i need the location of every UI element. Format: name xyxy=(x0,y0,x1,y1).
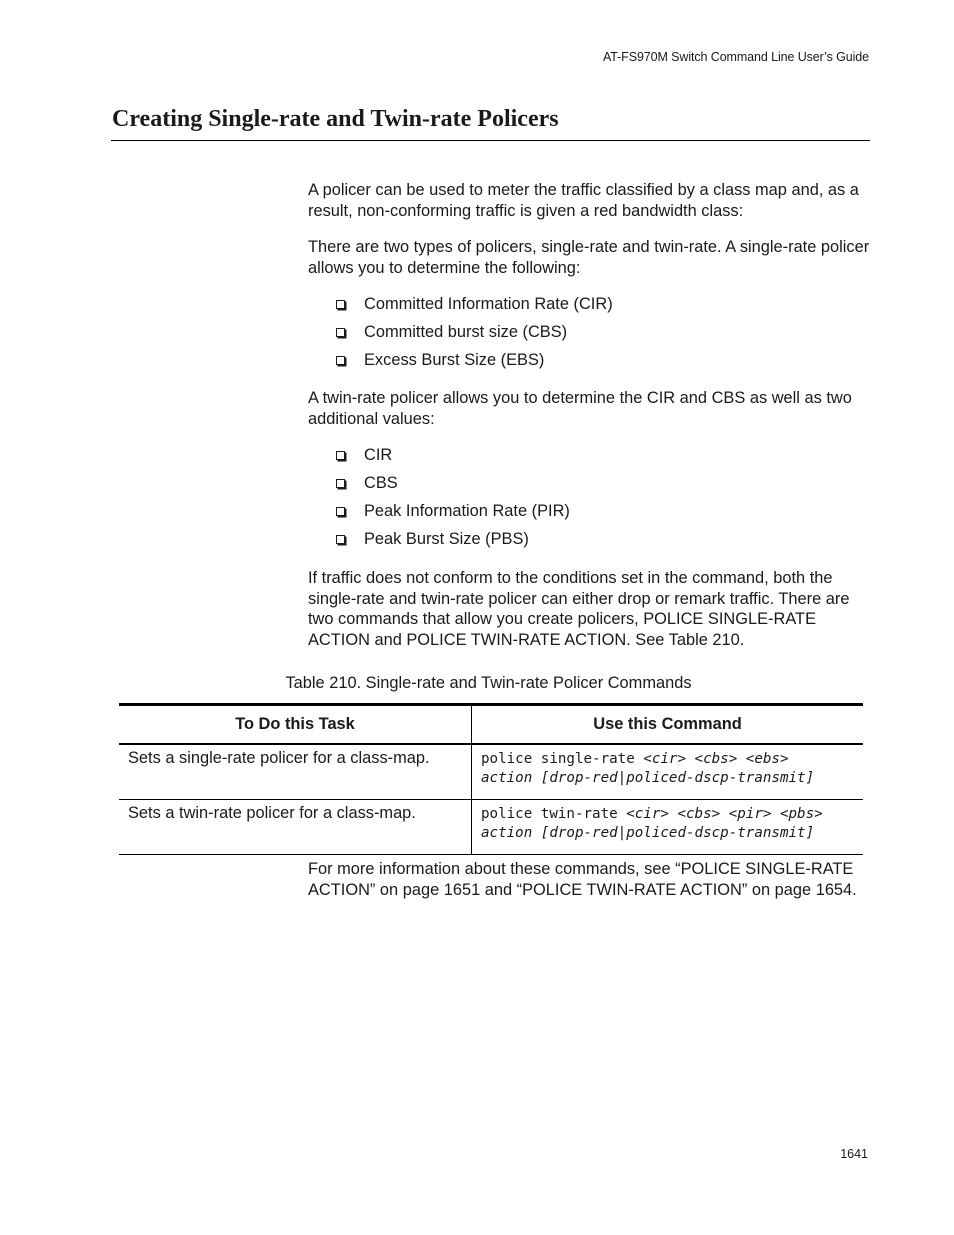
table-header-row xyxy=(119,705,863,745)
list-item xyxy=(336,473,570,501)
list-item-label: Committed burst size (CBS) xyxy=(364,323,568,341)
command-line-2 xyxy=(481,824,854,843)
command-line-2 xyxy=(481,769,854,788)
column-header-command: Use this Command xyxy=(472,705,864,745)
twin-rate-paragraph: A twin-rate policer allows you to determine the CIR and CBS as well as two additional values: xyxy=(308,389,852,428)
command-keyword: police twin-rate xyxy=(481,806,627,822)
list-item-label: Committed Information Rate (CIR) xyxy=(364,295,613,313)
intro-paragraph: A policer can be used to meter the traffic classified by a class map and, as a result, non-conforming traffic is given a red bandwidth class: xyxy=(308,181,859,220)
title-divider xyxy=(111,140,870,141)
policer-commands-table xyxy=(119,703,863,855)
command-line-1 xyxy=(481,750,854,769)
list-item xyxy=(336,529,570,557)
list-item xyxy=(336,322,613,350)
box-bullet-icon xyxy=(336,328,345,337)
command-arguments: <cir> <cbs> <pir> <pbs> xyxy=(626,806,823,822)
command-cell xyxy=(472,744,864,800)
list-item-label: Excess Burst Size (EBS) xyxy=(364,351,545,369)
list-item xyxy=(336,501,570,529)
command-cell xyxy=(472,800,864,855)
list-item xyxy=(336,350,613,378)
column-header-task: To Do this Task xyxy=(119,705,472,745)
single-rate-list xyxy=(336,294,613,378)
box-bullet-icon xyxy=(336,479,345,488)
list-item xyxy=(336,294,613,322)
list-item-label: CBS xyxy=(364,474,398,492)
box-bullet-icon xyxy=(336,300,345,309)
box-bullet-icon xyxy=(336,535,345,544)
policer-types-paragraph: There are two types of policers, single-rate and twin-rate. A single-rate policer allows you to determine the following: xyxy=(308,238,870,277)
command-action: action [drop-red|policed-dscp-transmit] xyxy=(481,825,815,841)
list-item xyxy=(336,445,570,473)
list-item-label: CIR xyxy=(364,446,393,464)
page-number: 1641 xyxy=(840,1147,868,1161)
command-line-1 xyxy=(481,805,854,824)
command-action: action [drop-red|policed-dscp-transmit] xyxy=(481,770,815,786)
task-cell: Sets a twin-rate policer for a class-map. xyxy=(119,800,472,855)
box-bullet-icon xyxy=(336,451,345,460)
task-cell: Sets a single-rate policer for a class-map. xyxy=(119,744,472,800)
running-header: AT-FS970M Switch Command Line User’s Guide xyxy=(602,50,869,64)
box-bullet-icon xyxy=(336,507,345,516)
table-row xyxy=(119,800,863,855)
list-item-label: Peak Information Rate (PIR) xyxy=(364,502,570,520)
more-info-paragraph: For more information about these commands, see “POLICE SINGLE-RATE ACTION” on page 1651 and “POLICE TWIN-RATE ACTION” on page 1654. xyxy=(308,860,857,899)
conformance-paragraph: If traffic does not conform to the conditions set in the command, both the single-rate and twin-rate policer can either drop or remark traffic. There are two commands that allow you create policers, POLICE SINGLE-RATE ACTION and POLICE TWIN-RATE ACTION. See Table 210. xyxy=(308,569,850,649)
table-row xyxy=(119,744,863,800)
twin-rate-list xyxy=(336,445,570,557)
section-title: Creating Single-rate and Twin-rate Policers xyxy=(112,106,559,132)
command-keyword: police single-rate xyxy=(481,751,644,767)
command-arguments: <cir> <cbs> <ebs> xyxy=(643,751,789,767)
box-bullet-icon xyxy=(336,356,345,365)
list-item-label: Peak Burst Size (PBS) xyxy=(364,530,529,548)
table-caption: Table 210. Single-rate and Twin-rate Policer Commands xyxy=(285,674,692,692)
